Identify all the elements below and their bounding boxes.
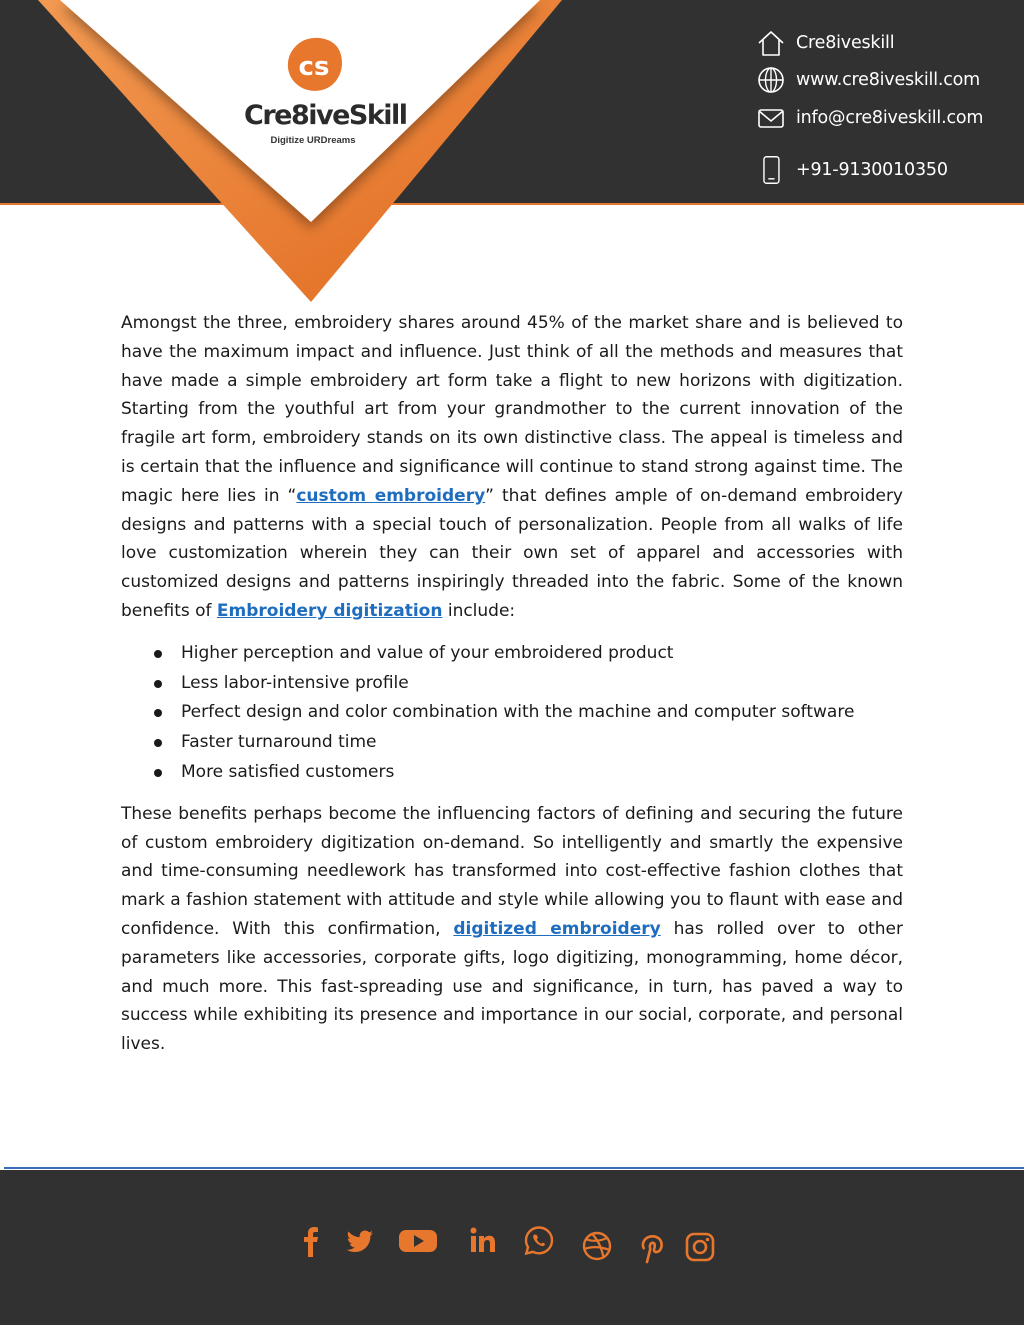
paragraph-text: These benefits perhaps become the influencing factors of defining and securing the future of custom embroidery digitization on-demand. So intelligently and smartly the expensive and time-consuming needlework has transformed into cost-effective fashion clothes that mark a fashion statement with attitude and style while allowing you to flaunt with ease and confidence. With this confirmation, [121, 803, 903, 939]
logo-wordmark: Cre8iveSkill [244, 100, 407, 131]
twitter-icon[interactable] [343, 1224, 377, 1258]
contact-phone[interactable] [756, 153, 1016, 187]
youtube-icon[interactable] [398, 1224, 438, 1258]
paragraph-text: Amongst the three, embroidery shares around 45% of the market share and is believed to have the maximum impact and influence. Just think of all the methods and measures that have made a simple embroidery art form take a flight to new horizons with digitization. Starting from the youthful art from your grandmother to the current innovation of the fragile art form, embroidery stands on its own distinctive class. The appeal is timeless and is certain that the influence and significance will continue to stand strong against time. The magic here lies in “ [121, 313, 903, 506]
list-item: Less labor-intensive profile [121, 669, 903, 699]
svg-text:cs: cs [298, 52, 330, 82]
page-footer [0, 1170, 1024, 1325]
list-item: Perfect design and color combination with the machine and computer software [121, 698, 903, 728]
pinterest-icon[interactable] [634, 1230, 668, 1264]
benefits-list [121, 639, 903, 788]
contact-email[interactable] [756, 101, 1016, 135]
home-icon [756, 28, 786, 58]
paragraph-text: include: [442, 600, 516, 621]
facebook-icon[interactable] [294, 1224, 328, 1258]
logo-tagline: Digitize URDreams [270, 135, 356, 146]
paragraph-text: ” that defines ample of on-demand embroidery designs and patterns with a special touch of personalization. People from all walks of life love customization wherein they can their own set of apparel and accessories with customized designs and patterns inspiringly threaded into the fabric. Some of the known benefits of [121, 485, 903, 621]
contact-company [756, 26, 1016, 60]
digitized-embroidery-link[interactable]: digitized embroidery [453, 918, 661, 939]
mail-icon [756, 103, 786, 133]
list-item: More satisfied customers [121, 758, 903, 788]
whatsapp-icon[interactable] [522, 1224, 556, 1258]
dribbble-icon[interactable] [580, 1229, 614, 1263]
custom-embroidery-link[interactable]: custom embroidery [296, 485, 486, 506]
globe-icon [756, 65, 786, 95]
paragraph-intro [121, 309, 903, 626]
embroidery-digitization-link[interactable]: Embroidery digitization [216, 600, 443, 621]
instagram-icon[interactable] [683, 1230, 717, 1264]
list-item: Higher perception and value of your embroidered product [121, 639, 903, 669]
paragraph-text: has rolled over to other parameters like accessories, corporate gifts, logo digitizing, monogramming, home décor, and much more. This fast-spreading use and significance, in turn, has paved a way to success while exhibiting its presence and importance in our social, corporate, and personal lives. [121, 918, 903, 1055]
phone-number[interactable]: +91-9130010350 [796, 160, 948, 180]
list-item: Faster turnaround time [121, 728, 903, 758]
contact-website[interactable] [756, 63, 1016, 97]
article-body [121, 309, 903, 1059]
mobile-phone-icon [756, 155, 786, 185]
email-link[interactable]: info@cre8iveskill.com [796, 108, 984, 128]
company-name: Cre8iveskill [796, 33, 895, 53]
website-link[interactable]: www.cre8iveskill.com [796, 70, 980, 90]
paragraph-conclusion [121, 800, 903, 1059]
footer-divider [4, 1167, 1024, 1169]
linkedin-icon[interactable] [466, 1224, 500, 1258]
